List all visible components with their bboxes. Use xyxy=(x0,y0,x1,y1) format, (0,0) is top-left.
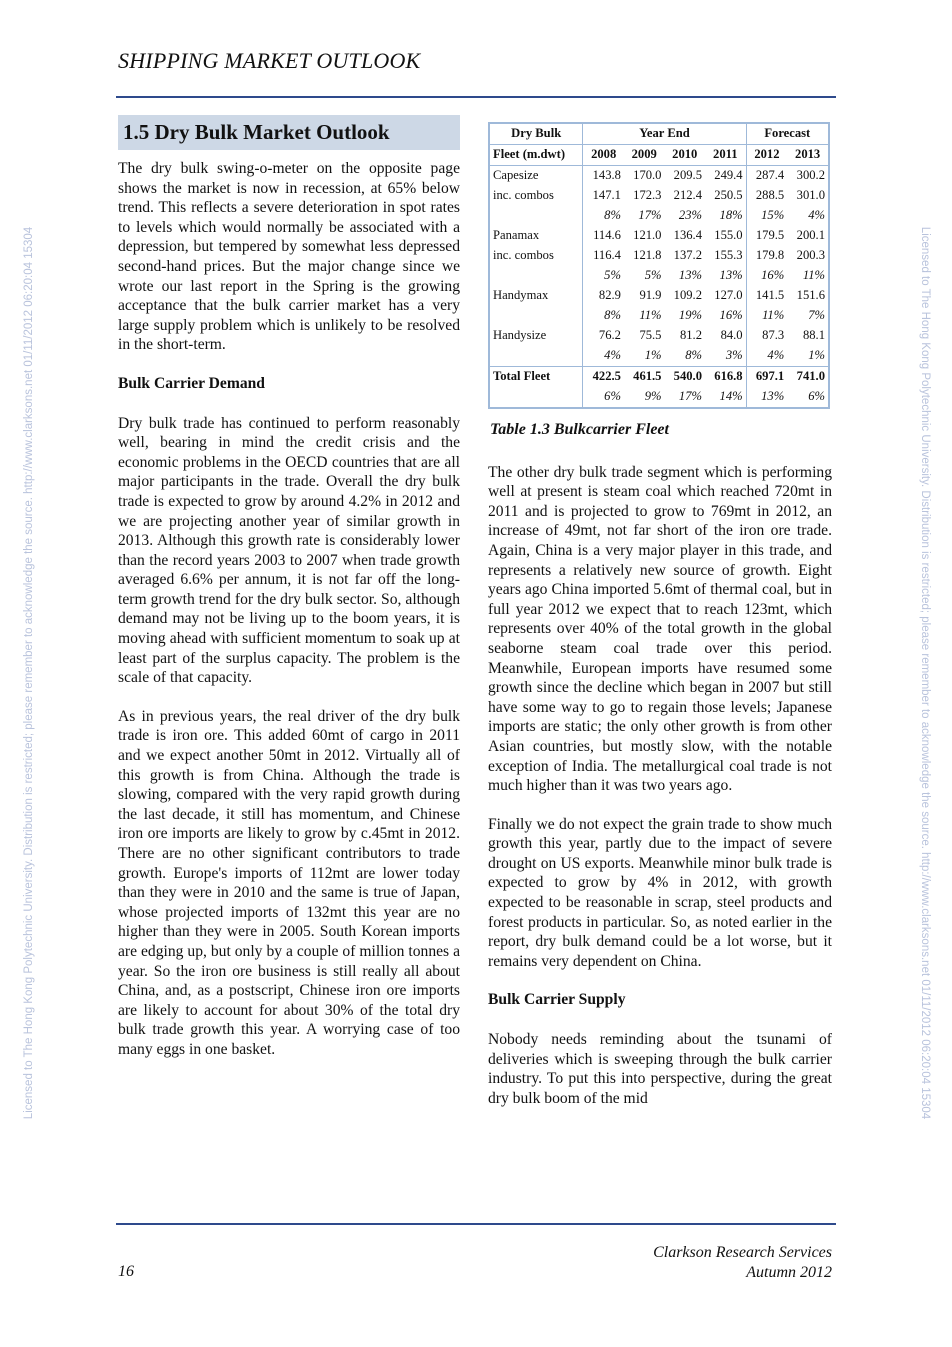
subheading: Bulk Carrier Demand xyxy=(118,374,265,392)
table-year: 2013 xyxy=(787,145,829,166)
value-cell: 461.5 xyxy=(633,369,662,384)
value-cell: 137.2 xyxy=(673,248,702,263)
value-cell: 422.5 xyxy=(583,367,624,388)
value-cell: 172.3 xyxy=(633,188,662,203)
table-row xyxy=(489,246,829,266)
section-title: 1.5 Dry Bulk Market Outlook xyxy=(118,115,460,150)
row-label xyxy=(489,206,583,226)
value-cell: 88.1 xyxy=(802,328,825,343)
growth-cell: 19% xyxy=(678,308,702,323)
value-cell: 741.0 xyxy=(796,369,825,384)
table-row xyxy=(489,346,829,367)
value-cell: 143.8 xyxy=(583,166,624,187)
value-cell: 147.1 xyxy=(583,186,624,206)
value-cell: 76.2 xyxy=(583,326,624,346)
value-cell: 179.5 xyxy=(746,226,787,246)
growth-cell: 1% xyxy=(808,348,825,363)
growth-cell: 17% xyxy=(678,389,702,404)
growth-cell: 1% xyxy=(644,348,662,363)
fleet-table xyxy=(488,122,830,409)
left-column xyxy=(118,115,460,1079)
running-header: SHIPPING MARKET OUTLOOK xyxy=(118,48,421,73)
table-head-label-2: Fleet (m.dwt) xyxy=(489,145,583,166)
fleet-table-body xyxy=(489,166,829,409)
row-label xyxy=(489,387,583,408)
table-year: 2012 xyxy=(746,145,787,166)
growth-cell: 15% xyxy=(746,206,787,226)
table-row xyxy=(489,367,829,388)
value-cell: 170.0 xyxy=(633,168,662,183)
table-row xyxy=(489,166,829,187)
paragraph: Dry bulk trade has continued to perform reasonably well, bearing in mind the credit crisis and the economic problems in the OECD countries that are all major participants in the trade. Overall the dry bulk trade is expected to grow by around 4.2% in 2012 and we are projecting another year of similar growth in 2013. Although this growth rate is considerably lower than the record years 2003 to 2007 when trade growth averaged 6.6% per annum, it is not far off the long-term growth trend for the dry bulk sector. So, although demand may not be living up to the boom years, it is moving ahead with sufficient momentum to soak up at least part of the surplus capacity. The problem is the scale of that capacity. xyxy=(118,414,460,687)
table-row xyxy=(489,286,829,306)
value-cell: 200.1 xyxy=(796,228,825,243)
value-cell: 75.5 xyxy=(639,328,662,343)
value-cell: 127.0 xyxy=(714,288,743,303)
value-cell: 121.0 xyxy=(633,228,662,243)
growth-cell: 9% xyxy=(644,389,662,404)
growth-cell: 4% xyxy=(583,346,624,367)
table-row xyxy=(489,387,829,408)
value-cell: 82.9 xyxy=(583,286,624,306)
paragraph: As in previous years, the real driver of the dry bulk trade is iron ore. This added 60mt of cargo in 2011 and we expect another 50mt in 2012. Virtually all of this growth is from China. Although the trade is slowing, compared with the very rapid growth during the last decade, it still has momentum, and Chinese iron ore imports are likely to grow by c.45mt in 2012. There are no other significant contributors to trade growth. Europe's imports of 112mt are lower today than they were in 2010 and the same is true of Japan, whose projected imports of 132mt this year are no higher than they were in 2005. South Korean imports are edging up, but only by a couple of million tonnes a year. So the iron ore business is still really all about China, and, as a postscript, Chinese iron ore imports are likely to account for about 30% of the total dry bulk trade growth this year. A worrying case of too many eggs in one basket. xyxy=(118,707,460,1058)
value-cell: 87.3 xyxy=(746,326,787,346)
paragraph: Finally we do not expect the grain trade to show much growth this year, partly due to the impact of severe drought on US exports. Meanwhile minor bulk trade is expected to grow by 4% in 2012, with growth expected to be reasonable in scrap, steel products and forest products in particular. So, as noted earlier in the report, dry bulk demand could be a lot worse, but it remains very dependent on China. xyxy=(488,815,832,970)
growth-cell: 4% xyxy=(808,208,825,223)
row-label: Handysize xyxy=(493,328,547,343)
value-cell: 114.6 xyxy=(583,226,624,246)
footer-edition: Autumn 2012 xyxy=(746,1264,832,1281)
growth-cell: 11% xyxy=(802,268,825,283)
value-cell: 287.4 xyxy=(746,166,787,187)
growth-cell: 23% xyxy=(678,208,702,223)
growth-cell: 8% xyxy=(685,348,702,363)
row-label: Capesize xyxy=(493,168,539,183)
table-row xyxy=(489,326,829,346)
row-label: Panamax xyxy=(493,228,540,243)
table-year: 2008 xyxy=(583,145,624,166)
header-rule xyxy=(116,96,836,98)
value-cell: 141.5 xyxy=(746,286,787,306)
row-label xyxy=(489,306,583,326)
growth-cell: 8% xyxy=(583,306,624,326)
value-cell: 109.2 xyxy=(673,288,702,303)
value-cell: 300.2 xyxy=(796,168,825,183)
value-cell: 209.5 xyxy=(673,168,702,183)
page-number: 16 xyxy=(118,1263,134,1280)
value-cell: 250.5 xyxy=(714,188,743,203)
growth-cell: 3% xyxy=(725,348,743,363)
value-cell: 540.0 xyxy=(673,369,702,384)
watermark-left: Licensed to The Hong Kong Polytechnic University. Distribution is restricted; please remember to acknowledge the source. http://www.clarksons.net 01/11/2012 06:20:04 15304 xyxy=(23,226,35,1120)
value-cell: 301.0 xyxy=(796,188,825,203)
right-column-body xyxy=(488,463,832,1109)
value-cell: 84.0 xyxy=(720,328,743,343)
row-label: Total Fleet xyxy=(493,369,551,384)
table-caption: Table 1.3 Bulkcarrier Fleet xyxy=(490,421,669,438)
table-year: 2009 xyxy=(624,145,665,166)
growth-cell: 16% xyxy=(719,308,743,323)
value-cell: 151.6 xyxy=(796,288,825,303)
table-year: 2011 xyxy=(705,145,746,166)
growth-cell: 5% xyxy=(583,266,624,286)
growth-cell: 17% xyxy=(638,208,662,223)
value-cell: 616.8 xyxy=(714,369,743,384)
value-cell: 155.3 xyxy=(714,248,743,263)
growth-cell: 5% xyxy=(644,268,662,283)
table-year: 2010 xyxy=(664,145,705,166)
table-row xyxy=(489,226,829,246)
value-cell: 249.4 xyxy=(714,168,743,183)
growth-cell: 6% xyxy=(808,389,825,404)
row-label xyxy=(489,346,583,367)
row-label xyxy=(489,266,583,286)
subheading: Bulk Carrier Supply xyxy=(488,991,626,1009)
paragraph: The other dry bulk trade segment which is performing well at present is steam coal which reached 720mt in 2011 and is projected to grow to 769mt in 2012, an increase of 49mt, not far short of the iron ore trade. Again, China is a very major player in this trade, and represents a relatively new source of growth. Eight years ago China imported 5.6mt of thermal coal, but in full year 2012 we expect that to reach 123mt, which represents over 40% of the total growth in the global seaborne steam coal trade over this period. Meanwhile, European imports have resumed some growth since the decline which began in 2007 but still have some way to go to regain those levels; Japanese imports are static; the only other growth is from other Asian countries, but mostly slow, with the notable exception of India. The metallurgical coal trade is not much higher than it was two years ago. xyxy=(488,463,832,795)
table-head-label-1: Dry Bulk xyxy=(511,126,562,141)
growth-cell: 16% xyxy=(746,266,787,286)
growth-cell: 11% xyxy=(746,306,787,326)
growth-cell: 11% xyxy=(639,308,662,323)
table-row xyxy=(489,206,829,226)
growth-cell: 18% xyxy=(719,208,743,223)
growth-cell: 13% xyxy=(678,268,702,283)
value-cell: 212.4 xyxy=(673,188,702,203)
left-column-body xyxy=(118,159,460,1060)
growth-cell: 13% xyxy=(746,387,787,408)
value-cell: 200.3 xyxy=(796,248,825,263)
table-row xyxy=(489,186,829,206)
growth-cell: 4% xyxy=(746,346,787,367)
value-cell: 697.1 xyxy=(746,367,787,388)
value-cell: 288.5 xyxy=(746,186,787,206)
paragraph: The dry bulk swing-o-meter on the opposite page shows the market is now in recession, at 65% below trend. This reflects a severe deterioration in spot rates to levels which would normally be associated with a depression, but tempered by somewhat less depressed second-hand prices. But the major change since we wrote our last report in the Spring is the growing acceptance that the bulk carrier market has a very large supply problem which is unlikely to be resolved in the short-term. xyxy=(118,160,460,354)
footer-credit xyxy=(653,1243,832,1283)
table-head-year-end: Year End xyxy=(583,123,746,145)
table-row xyxy=(489,266,829,286)
growth-cell: 8% xyxy=(583,206,624,226)
value-cell: 179.8 xyxy=(746,246,787,266)
table-row xyxy=(489,306,829,326)
paragraph: Nobody needs reminding about the tsunami of deliveries which is sweeping through the bulk carrier industry. To put this into perspective, during the great dry bulk boom of the mid xyxy=(488,1031,832,1107)
value-cell: 91.9 xyxy=(639,288,662,303)
row-label: Handymax xyxy=(493,288,549,303)
growth-cell: 7% xyxy=(808,308,825,323)
row-label: inc. combos xyxy=(493,188,554,203)
growth-cell: 6% xyxy=(583,387,624,408)
footer-rule xyxy=(116,1223,836,1225)
table-head-forecast: Forecast xyxy=(746,123,829,145)
value-cell: 81.2 xyxy=(679,328,702,343)
value-cell: 136.4 xyxy=(673,228,702,243)
growth-cell: 14% xyxy=(719,389,743,404)
watermark-right: Licensed to The Hong Kong Polytechnic University. Distribution is restricted; please remember to acknowledge the source. http://www.clarksons.net 01/11/2012 06:20:04 15304 xyxy=(919,226,931,1120)
footer-publisher: Clarkson Research Services xyxy=(653,1244,832,1261)
growth-cell: 13% xyxy=(719,268,743,283)
value-cell: 155.0 xyxy=(714,228,743,243)
value-cell: 121.8 xyxy=(633,248,662,263)
right-column xyxy=(488,122,832,1127)
row-label: inc. combos xyxy=(493,248,554,263)
value-cell: 116.4 xyxy=(583,246,624,266)
